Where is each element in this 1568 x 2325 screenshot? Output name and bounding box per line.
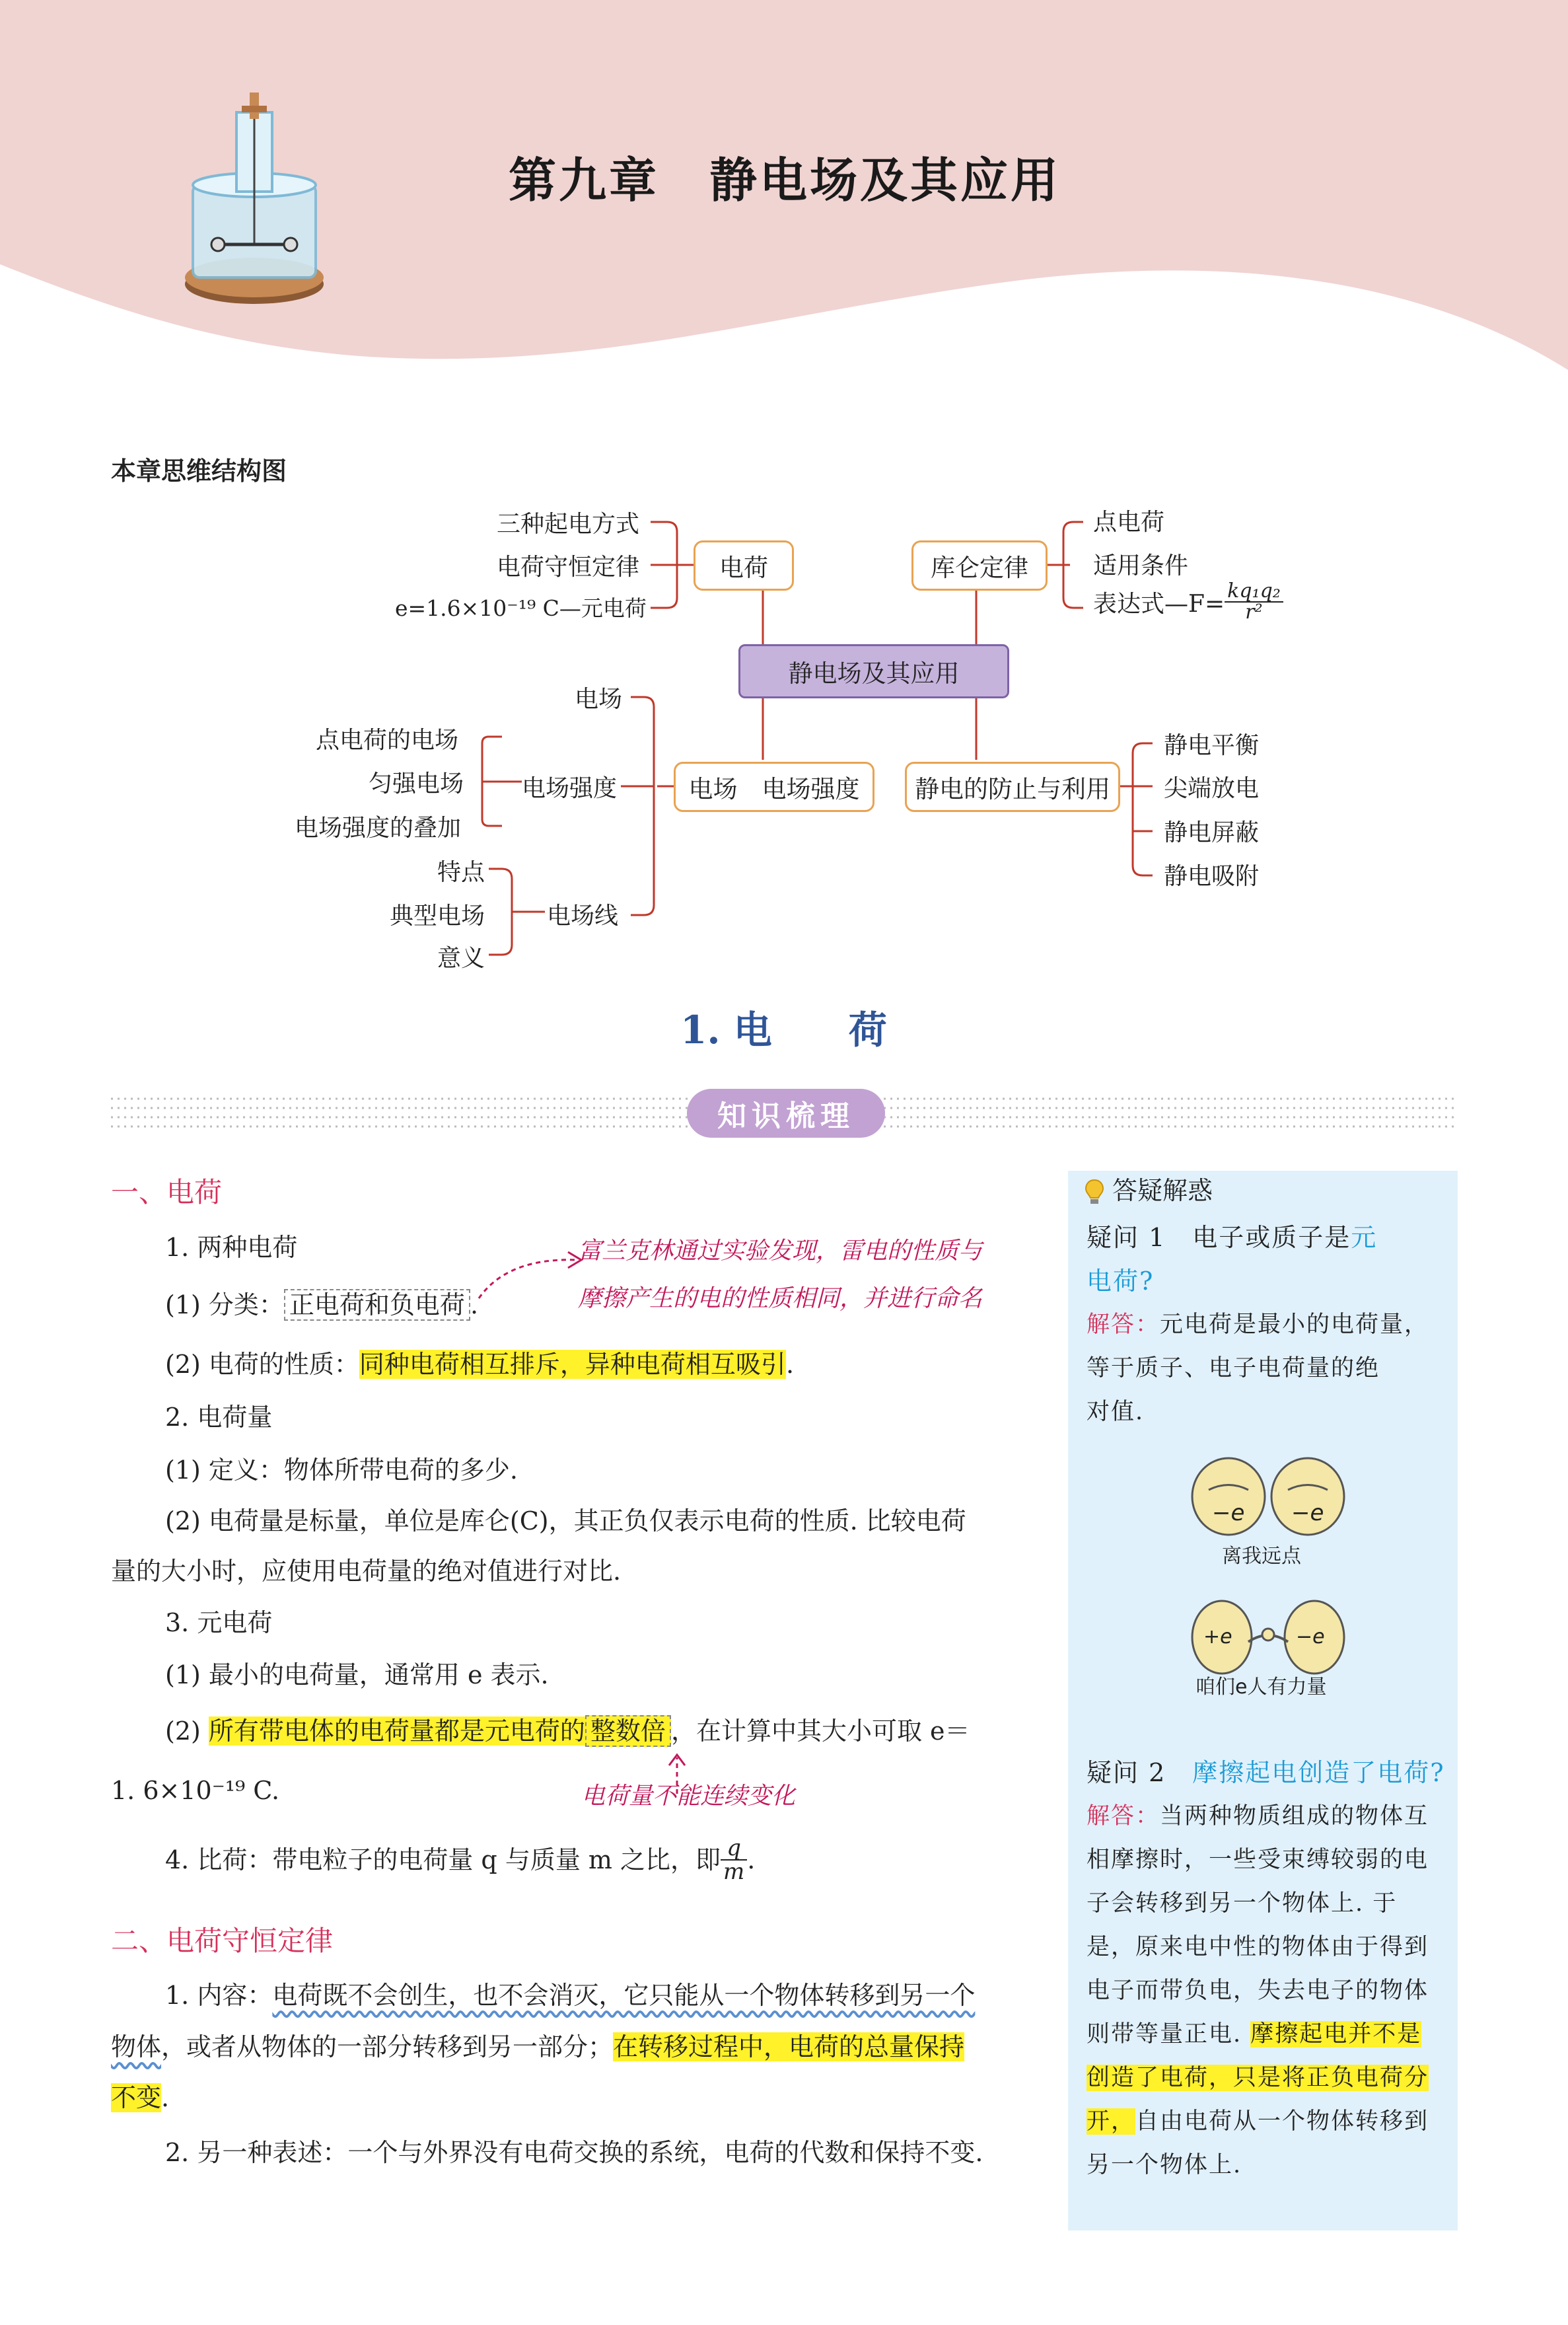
part1-item-1b: [165, 1345, 794, 1384]
q2-label: 疑问 2: [1087, 1758, 1166, 1787]
note-quantized-charge: 电荷量不能连续变化: [581, 1783, 796, 1810]
a2-line8-post: 自由电荷从一个物体转移到: [1135, 2108, 1429, 2135]
mindmap-strength-item-2: 匀强电场: [369, 770, 464, 797]
item-3b-suffix: ，在计算中其大小可取 e＝: [670, 1716, 970, 1746]
part1-heading: 一、电荷: [111, 1176, 223, 1208]
mindmap-center-box: 静电场及其应用: [738, 644, 1009, 698]
a2-line2: 相摩擦时，一些受束缚较弱的电: [1087, 1847, 1429, 1873]
electron-label-3: −e: [1296, 1625, 1325, 1648]
part1-item-4: [165, 1837, 755, 1883]
part1-item-2b-line1: (2) 电荷量是标量，单位是库仑(C)，其正负仅表示电荷的性质. 比较电荷: [165, 1506, 966, 1535]
proton-label: +e: [1203, 1625, 1232, 1648]
item-c1-end: .: [161, 2083, 170, 2112]
electron-label-1: −e: [1212, 1500, 1245, 1526]
q2-line: [1087, 1751, 1445, 1794]
item-c1-highlight-2: 不变: [111, 2083, 162, 2112]
part2-item-2: 2. 另一种表述：一个与外界没有电荷交换的系统，电荷的代数和保持不变.: [165, 2138, 983, 2167]
part2-item-1-line1: [165, 1975, 975, 2015]
a2-first: 当两种物质组成的物体互: [1160, 1803, 1429, 1829]
mindmap-field-box: 电场 电场强度: [674, 762, 874, 812]
item-1b-suffix: .: [785, 1350, 795, 1379]
item-3b-highlight: 所有带电体的电荷量都是元电荷的: [208, 1716, 585, 1746]
a2-line6: [1087, 2012, 1421, 2056]
note-franklin-line1: 富兰克林通过实验发现，雷电的性质与: [578, 1237, 983, 1265]
a2-line3: 子会转移到另一个物体上. 于: [1087, 1890, 1398, 1917]
part1-item-2a: (1) 定义：物体所带电荷的多少.: [165, 1456, 518, 1485]
a2-line6-highlight: 摩擦起电并不是: [1250, 2021, 1422, 2048]
mindmap-charge-item-3: e=1.6×10⁻¹⁹ C—元电荷: [395, 595, 647, 621]
repelling-electrons-illustration: [1182, 1450, 1354, 1536]
part1-item-3b: [165, 1711, 970, 1751]
mindmap-coulomb-box: 库仑定律: [911, 540, 1048, 591]
mindmap-heading: 本章思维结构图: [111, 457, 287, 486]
part2-item-1-line3: [111, 2078, 169, 2118]
a2-line9: 另一个物体上.: [1087, 2152, 1242, 2178]
mindmap-protection-item-1: 静电平衡: [1164, 732, 1260, 759]
note1-arrow: [476, 1245, 588, 1305]
item-c1-prefix: 1. 内容：: [165, 1981, 273, 2010]
a1-line1: [1087, 1303, 1429, 1347]
mindmap-charge-box: 电荷: [694, 540, 794, 591]
mindmap-protection-item-4: 静电吸附: [1164, 863, 1260, 890]
item-3b-boxed-term: 整数倍: [585, 1715, 671, 1747]
sidebar-title: 答疑解惑: [1112, 1176, 1213, 1205]
mindmap-lines-label: 电场线: [547, 903, 619, 930]
item-1a-suffix: .: [470, 1290, 479, 1319]
mindmap-lines-item-2: 典型电场: [390, 903, 485, 930]
a1-line2: 等于质子、电子电荷量的绝: [1087, 1355, 1380, 1382]
q1-line1: [1087, 1216, 1377, 1259]
mindmap-coulomb-formula: [1093, 581, 1283, 622]
part1-item-2: 2. 电荷量: [165, 1403, 273, 1432]
mindmap-coulomb-item-1: 点电荷: [1093, 509, 1165, 536]
section-title: 1. 电 荷: [680, 1008, 887, 1052]
a2-line5: 电子而带负电，失去电子的物体: [1087, 1977, 1429, 2004]
part1-item-3b-line2: 1. 6×10⁻¹⁹ C.: [111, 1776, 280, 1805]
item-4-numerator: q: [721, 1837, 747, 1861]
a2-line7: [1087, 2056, 1429, 2100]
electron-label-2: −e: [1291, 1500, 1324, 1526]
item-4-prefix: 4. 比荷：带电粒子的电荷量 q 与质量 m 之比，即: [165, 1845, 721, 1874]
a2-line8-highlight: 开，: [1087, 2108, 1136, 2135]
a1-label: 解答：: [1087, 1311, 1160, 1338]
mindmap-protection-item-3: 静电屏蔽: [1164, 819, 1260, 846]
item-c1-highlight-1: 在转移过程中，电荷的总量保持: [613, 2032, 965, 2061]
item-3b-prefix: (2): [165, 1716, 209, 1746]
formula-prefix: 表达式—F=: [1093, 590, 1225, 618]
part1-item-2b-line2: 量的大小时，应使用电荷量的绝对值进行对比.: [111, 1557, 622, 1586]
item-1a-prefix: (1) 分类：: [165, 1290, 284, 1319]
q1-label: 疑问 1: [1087, 1223, 1166, 1252]
item-4-denominator: m: [723, 1859, 745, 1885]
mindmap-charge-item-1: 三种起电方式: [497, 511, 640, 538]
q1-text-b: 元: [1351, 1223, 1378, 1252]
chapter-title: 第九章 静电场及其应用: [509, 152, 1061, 208]
mindmap-strength-label: 电场强度: [522, 775, 618, 802]
mindmap-protection-box: 静电的防止与利用: [905, 762, 1120, 812]
caption-stay-away: 离我远点: [1222, 1545, 1301, 1568]
item-4-suffix: .: [747, 1845, 756, 1874]
part1-item-3: 3. 元电荷: [165, 1608, 273, 1637]
mindmap-field-item: 电场: [575, 686, 623, 713]
a1-text-1: 元电荷是最小的电荷量，: [1160, 1311, 1429, 1338]
mindmap-lines-item-3: 意义: [437, 945, 485, 972]
item-1b-prefix: (2) 电荷的性质：: [165, 1350, 359, 1379]
item-c1-mid: ，或者从物体的一部分转移到另一部分；: [161, 2032, 614, 2061]
formula-denominator: r²: [1245, 601, 1263, 624]
caption-e-people: 咱们e人有力量: [1195, 1676, 1327, 1699]
q2-text: 摩擦起电创造了电荷?: [1166, 1758, 1445, 1787]
note-franklin-line2: 摩擦产生的电的性质相同，并进行命名: [578, 1285, 983, 1312]
mindmap-protection-item-2: 尖端放电: [1164, 775, 1260, 802]
part2-item-1-line2: [111, 2027, 964, 2067]
mindmap-coulomb-item-2: 适用条件: [1093, 552, 1189, 579]
a2-label: 解答：: [1087, 1803, 1160, 1829]
mindmap-strength-item-3: 电场强度的叠加: [295, 815, 462, 842]
formula-numerator: kq₁q₂: [1225, 581, 1283, 603]
a2-line4: 是，原来电中性的物体由于得到: [1087, 1934, 1429, 1960]
a1-line3: 对值.: [1087, 1399, 1145, 1425]
q1-line2: 电荷?: [1087, 1267, 1155, 1296]
mindmap-charge-item-2: 电荷守恒定律: [497, 554, 640, 581]
a2-line8: [1087, 2100, 1429, 2143]
mindmap-strength-item-1: 点电荷的电场: [316, 727, 459, 754]
part1-item-3a: (1) 最小的电荷量，通常用 e 表示.: [165, 1660, 549, 1689]
a2-line7-highlight: 创造了电荷，只是将正负电荷分: [1087, 2065, 1429, 2091]
a2-line1: [1087, 1794, 1429, 1838]
item-1a-boxed-term: 正电荷和负电荷: [284, 1289, 470, 1321]
item-1b-highlight: 同种电荷相互排斥，异种电荷相互吸引: [359, 1350, 786, 1379]
a2-line6-pre: 则带等量正电.: [1087, 2021, 1251, 2048]
knowledge-badge: 知识梳理: [687, 1089, 885, 1138]
mindmap-lines-item-1: 特点: [437, 859, 485, 886]
q1-text-a: 电子或质子是: [1166, 1223, 1351, 1252]
mindmap-connectors: [0, 0, 1568, 991]
part1-item-1: 1. 两种电荷: [165, 1233, 298, 1262]
lightbulb-icon: [1083, 1177, 1106, 1206]
item-c1-wavy-1: 电荷既不会创生，也不会消灭，它只能从一个物体转移到另一个: [272, 1981, 976, 2010]
part1-item-1a: [165, 1285, 478, 1325]
part2-heading: 二、电荷守恒定律: [111, 1925, 334, 1957]
item-c1-wavy-2: 物体: [111, 2032, 162, 2061]
